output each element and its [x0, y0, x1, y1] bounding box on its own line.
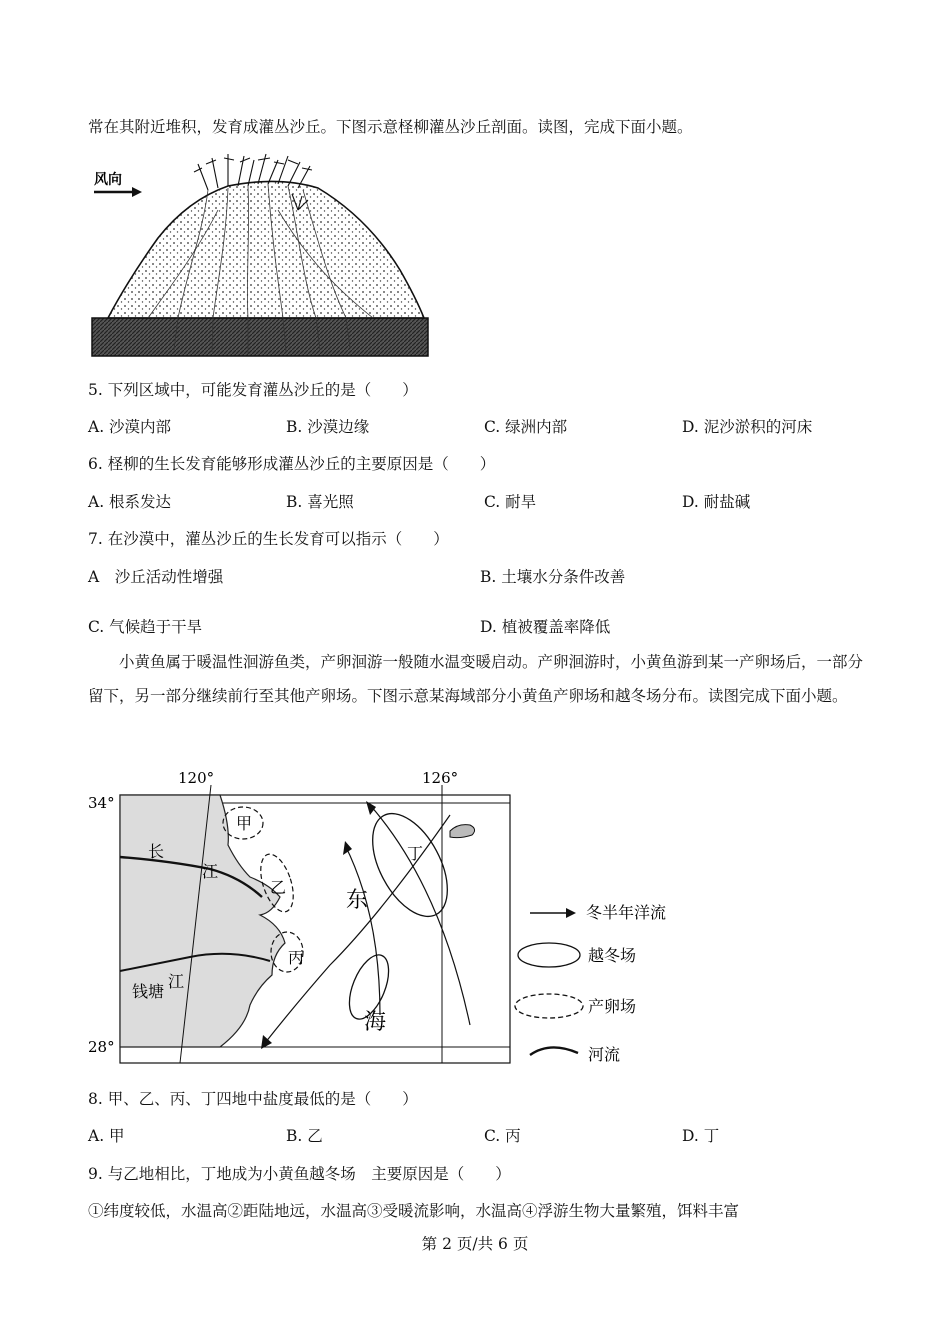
q6-option-c[interactable]: C. 耐旱	[484, 493, 537, 511]
lon-label-120: 120°	[178, 769, 215, 787]
legend-wintering: 越冬场	[588, 946, 637, 965]
lat-label-28: 28°	[88, 1038, 115, 1056]
ground-layer	[92, 318, 428, 356]
label-bing: 丙	[288, 948, 305, 967]
q7-option-c[interactable]: C. 气候趋于干旱	[88, 618, 203, 636]
wintering-ground-ding	[357, 801, 463, 928]
lat-label-34: 34°	[88, 794, 115, 812]
q8-option-c[interactable]: C. 丙	[484, 1127, 521, 1145]
q9-stem: 9. 与乙地相比，丁地成为小黄鱼越冬场 主要原因是（ ）	[88, 1165, 511, 1183]
page-footer: 第 2 页/共 6 页	[421, 1235, 529, 1253]
label-ding: 丁	[407, 844, 424, 863]
current-arrows	[265, 805, 470, 1043]
q5-option-a[interactable]: A. 沙漠内部	[88, 418, 172, 436]
q7-option-d[interactable]: D. 植被覆盖率降低	[480, 618, 611, 636]
q6-option-b[interactable]: B. 喜光照	[286, 493, 354, 511]
q8-option-d[interactable]: D. 丁	[682, 1127, 720, 1145]
label-qiantang: 钱塘	[132, 982, 165, 1001]
legend-river: 河流	[588, 1045, 621, 1064]
island	[450, 825, 475, 838]
lon-label-126: 126°	[422, 769, 459, 787]
wind-arrow-icon	[94, 187, 142, 197]
dune-profile-figure	[88, 150, 433, 362]
q6-stem: 6. 柽柳的生长发育能够形成灌丛沙丘的主要原因是（ ）	[88, 455, 496, 473]
label-jia: 甲	[236, 814, 253, 833]
label-dong: 东	[346, 888, 369, 913]
q5-option-b[interactable]: B. 沙漠边缘	[286, 418, 370, 436]
intro-line: 常在其附近堆积，发育成灌丛沙丘。下图示意柽柳灌丛沙丘剖面。读图，完成下面小题。	[88, 118, 693, 136]
q7-option-a[interactable]: A 沙丘活动性增强	[88, 568, 224, 586]
label-chang: 长	[148, 842, 165, 861]
label-hai: 海	[364, 1010, 387, 1035]
q9-choices: ①纬度较低，水温高②距陆地远，水温高③受暖流影响，水温高④浮游生物大量繁殖，饵料丰富	[88, 1202, 740, 1220]
q8-stem: 8. 甲、乙、丙、丁四地中盐度最低的是（ ）	[88, 1090, 418, 1108]
q6-option-a[interactable]: A. 根系发达	[88, 493, 172, 511]
q8-option-b[interactable]: B. 乙	[286, 1127, 323, 1145]
dune-body	[108, 181, 424, 318]
q5-option-d[interactable]: D. 泥沙淤积的河床	[682, 418, 813, 436]
q8-option-a[interactable]: A. 甲	[88, 1127, 125, 1145]
label-yi: 乙	[270, 878, 287, 897]
q5-stem: 5. 下列区域中，可能发育灌丛沙丘的是（ ）	[88, 381, 418, 399]
wind-label: 风向	[94, 172, 122, 188]
map-legend	[515, 903, 666, 1064]
land-area	[120, 795, 285, 1047]
q7-option-b[interactable]: B. 土壤水分条件改善	[480, 568, 626, 586]
q6-option-d[interactable]: D. 耐盐碱	[682, 493, 751, 511]
q7-stem: 7. 在沙漠中，灌丛沙丘的生长发育可以指示（ ）	[88, 530, 449, 548]
label-jiang-2: 江	[168, 972, 185, 991]
passage-paragraph: 小黄鱼属于暖温性洄游鱼类，产卵洄游一般随水温变暖启动。产卵洄游时，小黄鱼游到某一产卵场后，一部分留下，另一部分继续前行至其他产卵场。下图示意某海域部分小黄鱼产卵场和越冬场分布。读图完成下面小题。	[88, 653, 864, 705]
q5-option-c[interactable]: C. 绿洲内部	[484, 418, 568, 436]
legend-spawning: 产卵场	[588, 997, 637, 1016]
legend-current: 冬半年洋流	[586, 903, 667, 922]
fish-ground-map	[80, 765, 680, 1075]
label-jiang-1: 江	[202, 862, 219, 881]
